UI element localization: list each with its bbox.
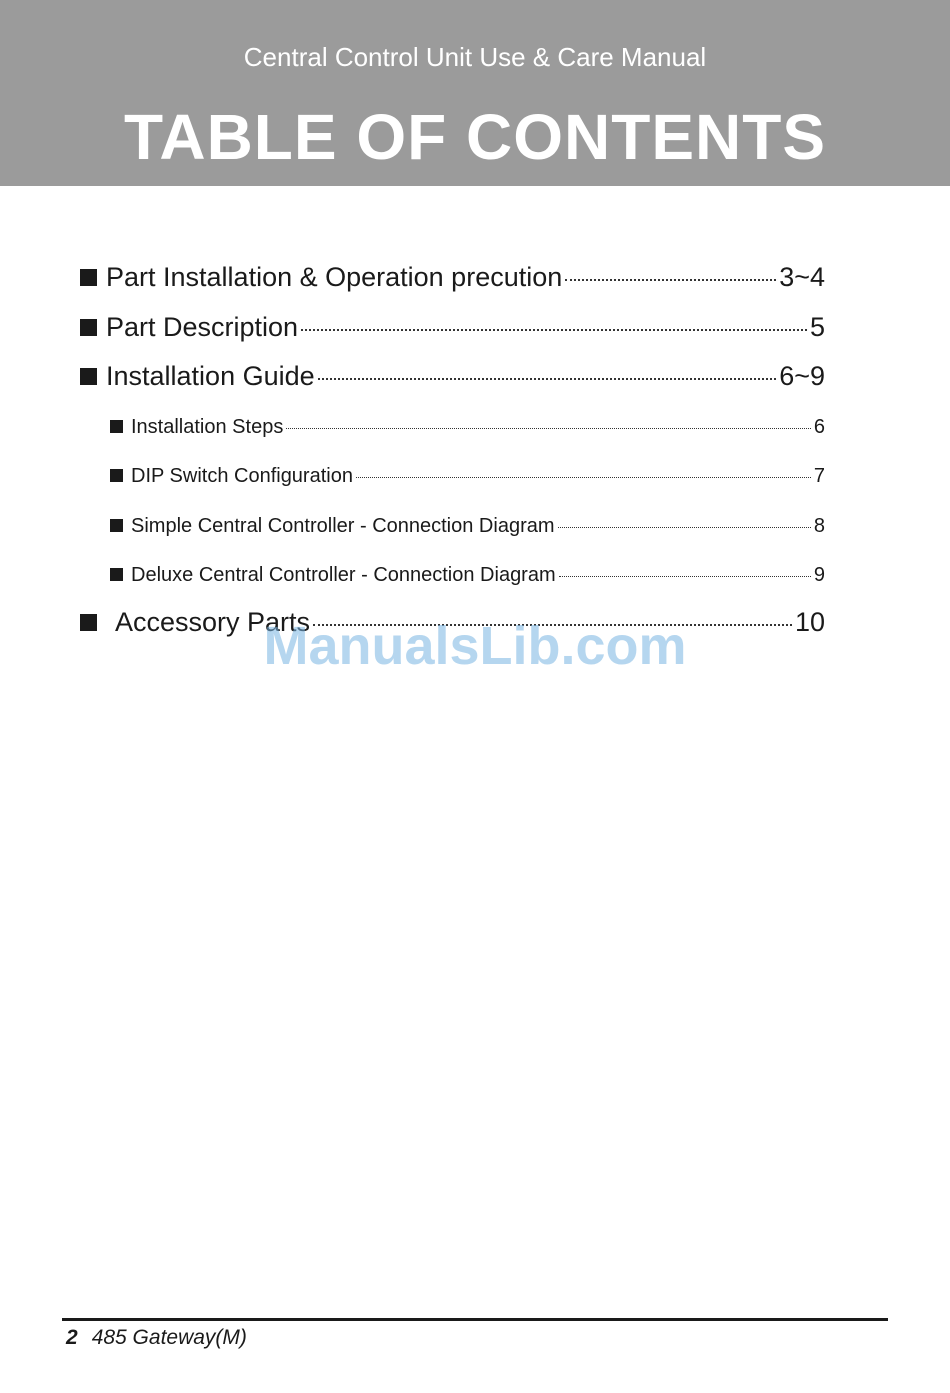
toc-entry-page: 8 <box>813 515 825 537</box>
toc-entry-page: 5 <box>809 312 825 342</box>
square-bullet-icon <box>80 319 97 336</box>
watermark: ManualsLib.com <box>263 616 687 676</box>
square-bullet-icon <box>110 519 123 532</box>
footer-page-number: 2 <box>66 1326 78 1349</box>
dot-leader <box>565 279 776 281</box>
dot-leader <box>559 576 811 577</box>
dot-leader <box>558 527 811 528</box>
toc-entry-page: 9 <box>813 564 825 586</box>
page-title: TABLE OF CONTENTS <box>124 101 826 173</box>
toc-entry-part-installation[interactable] <box>80 262 825 293</box>
toc-entry-label: Installation Steps <box>131 416 284 438</box>
square-bullet-icon <box>110 420 123 433</box>
toc-entry-dip-switch[interactable] <box>110 465 825 488</box>
toc-entry-page: 7 <box>813 465 825 487</box>
dot-leader <box>286 428 811 429</box>
toc-entry-label: Part Description <box>106 312 299 342</box>
toc-entry-label: Accessory Parts <box>115 607 311 637</box>
dot-leader <box>301 329 807 331</box>
toc-entry-deluxe-controller[interactable] <box>110 564 825 587</box>
toc-entry-installation-steps[interactable] <box>110 416 825 439</box>
square-bullet-icon <box>80 368 97 385</box>
toc-entry-label: Simple Central Controller - Connection Diagram <box>131 515 555 537</box>
square-bullet-icon <box>110 469 123 482</box>
square-bullet-icon <box>110 568 123 581</box>
toc-entry-label: DIP Switch Configuration <box>131 465 353 487</box>
toc-entry-part-description[interactable] <box>80 312 825 343</box>
dot-leader <box>318 378 777 380</box>
toc-entry-label: Part Installation & Operation precution <box>106 262 563 292</box>
toc-entry-page: 6~9 <box>779 361 825 391</box>
toc-entry-page: 3~4 <box>779 262 825 292</box>
toc-entry-label: Installation Guide <box>106 361 315 391</box>
toc-entry-page: 6 <box>813 416 825 438</box>
toc-entry-installation-guide[interactable] <box>80 361 825 392</box>
page-header <box>0 0 950 186</box>
manual-subtitle: Central Control Unit Use & Care Manual <box>243 42 707 72</box>
footer-divider <box>62 1318 888 1321</box>
dot-leader <box>356 477 811 478</box>
page-footer <box>66 1326 247 1350</box>
toc-entry-simple-controller[interactable] <box>110 515 825 538</box>
toc-entry-label: Deluxe Central Controller - Connection Diagram <box>131 564 556 586</box>
toc-entry-page: 10 <box>794 607 825 637</box>
square-bullet-icon <box>80 269 97 286</box>
footer-model: 485 Gateway(M) <box>91 1326 247 1349</box>
